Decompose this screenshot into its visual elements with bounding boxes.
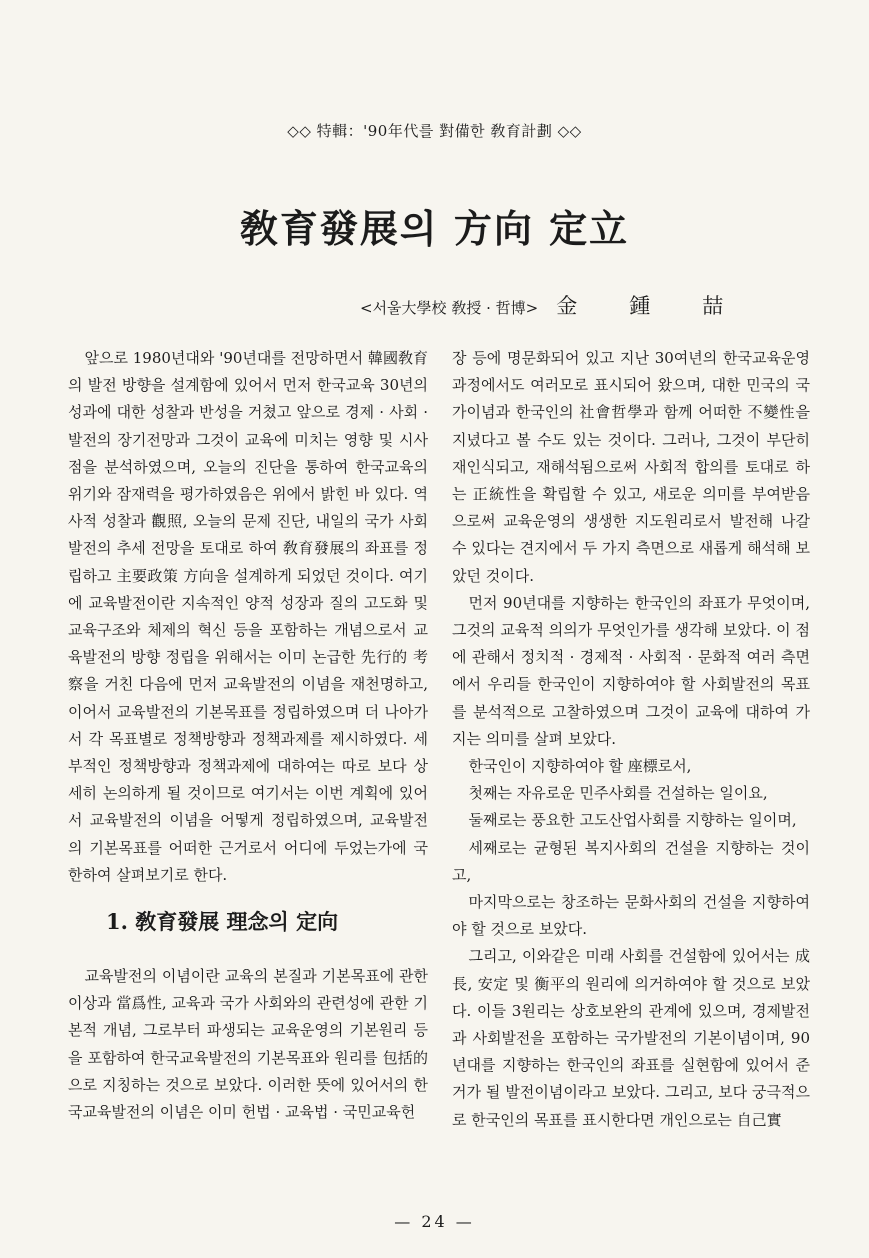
body-paragraph: 한국인이 지향하여야 할 座標로서,: [468, 757, 692, 776]
author-affiliation: <서울大學校 敎授 · 哲博>: [360, 299, 539, 317]
list-item: 마지막으로는 창조하는 문화사회의 건설을 지향하여야 할 것으로 보았다.: [452, 893, 810, 939]
list-item: 세째로는 균형된 복지사회의 건설을 지향하는 것이고,: [452, 838, 810, 884]
body-paragraph: 교육발전의 이념이란 교육의 본질과 기본목표에 관한 이상과 當爲性, 교육과 국가 사회와의 관련성에 관한 기본적 개념, 그로부터 파생되는 교육운영의 기본원리 등을 포함하여 한국교육발전의 기본목표와 원리를 包括的으로 지칭하는 것으로 보았다. 이러한 뜻에 있어서의 한국교육발전의 이념은 이미 헌법 · 교육법 · 국민교육헌: [68, 967, 428, 1122]
body-paragraph: 그리고, 이와같은 미래 사회를 건설함에 있어서는 成長, 安定 및 衡平의 원리에 의거하여야 할 것으로 보았다. 이들 3원리는 상호보완의 관계에 있으며, 경제발전과 사회발전을 포함하는 국가발전의 기본이념이며, 90년대를 지향하는 한국인의 좌표를 실현함에 있어서 준거가 될 발전이념이라고 보았다. 그리고, 보다 궁극적으로 한국인의 목표를 표시한다면 개인으로는 自己實: [452, 947, 810, 1129]
author-name: 金鍾喆: [556, 294, 776, 318]
right-column: [452, 345, 810, 1134]
page-number: — 24 —: [394, 1212, 475, 1231]
body-paragraph: 장 등에 명문화되어 있고 지난 30여년의 한국교육운영 과정에서도 여러모로 표시되어 왔으며, 대한 민국의 국가이념과 한국인의 社會哲學과 함께 어떠한 不變性을 지녔다고 볼 수도 있는 것이다. 그러나, 그것이 부단히 재인식되고, 재해석됨으로써 사회적 합의를 토대로 하는 正統性을 확립할 수 있고, 새로운 의미를 부여받음으로써 교육운영의 생생한 지도원리로서 발전해 나갈 수 있다는 견지에서 두 가지 측면으로 새롭게 해석해 보았던 것이다.: [452, 349, 810, 585]
list-item: 첫째는 자유로운 민주사회를 건설하는 일이요,: [468, 784, 768, 803]
body-paragraph: 앞으로 1980년대와 '90년대를 전망하면서 韓國敎育의 발전 방향을 설계함에 있어서 먼저 한국교육 30년의 성과에 대한 성찰과 반성을 거쳤고 앞으로 경제 · 사회 · 발전의 장기전망과 그것이 교육에 미치는 영향 및 시사점을 분석하였으며, 오늘의 진단을 통하여 한국교육의 위기와 잠재력을 평가하였음은 위에서 밝힌 바 있다. 역사적 성찰과 觀照, 오늘의 문제 진단, 내일의 국가 사회 발전의 추세 전망을 토대로 하여 敎育發展의 좌표를 정립하고 主要政策 方向을 설계하게 되었던 것이다. 여기에 교육발전이란 지속적인 양적 성장과 질의 고도화 및 교육구조와 체제의 혁신 등을 포함하는 개념으로서 교육발전의 방향 정립을 위해서는 이미 논급한 先行的 考察을 거친 다음에 먼저 교육발전의 이념을 재천명하고, 이어서 교육발전의 기본목표를 정립하였으며 더 나아가서 각 목표별로 정책방향과 정책과제를 제시하였다. 세부적인 정책방향과 정책과제에 대하여는 따로 보다 상세히 논의하게 될 것이므로 여기서는 이번 계획에 있어서 교육발전의 이념을 어떻게 정립하였으며, 교육발전의 기본목표를 어떠한 근거로서 어디에 두었는가에 국한하여 살펴보기로 한다.: [68, 349, 428, 884]
byline: [360, 290, 800, 320]
special-issue-header: ◇◇ 特輯：'90年代를 對備한 敎育計劃 ◇◇: [287, 122, 582, 140]
section-heading: 1. 敎育發展 理念의 定向: [106, 909, 339, 935]
body-paragraph: 먼저 90년대를 지향하는 한국인의 좌표가 무엇이며, 그것의 교육적 의의가 무엇인가를 생각해 보았다. 이 점에 관해서 정치적 · 경제적 · 사회적 · 문화적 여러 측면에서 우리들 한국인이 지향하여야 할 사회발전의 목표를 분석적으로 고찰하였으며 그것이 교육에 대하여 가지는 의미를 살펴 보았다.: [452, 593, 810, 748]
list-item: 둘째로는 풍요한 고도산업사회를 지향하는 일이며,: [468, 811, 797, 830]
left-column: [68, 345, 428, 1126]
article-title: 敎育發展의 方向 定立: [239, 206, 630, 251]
